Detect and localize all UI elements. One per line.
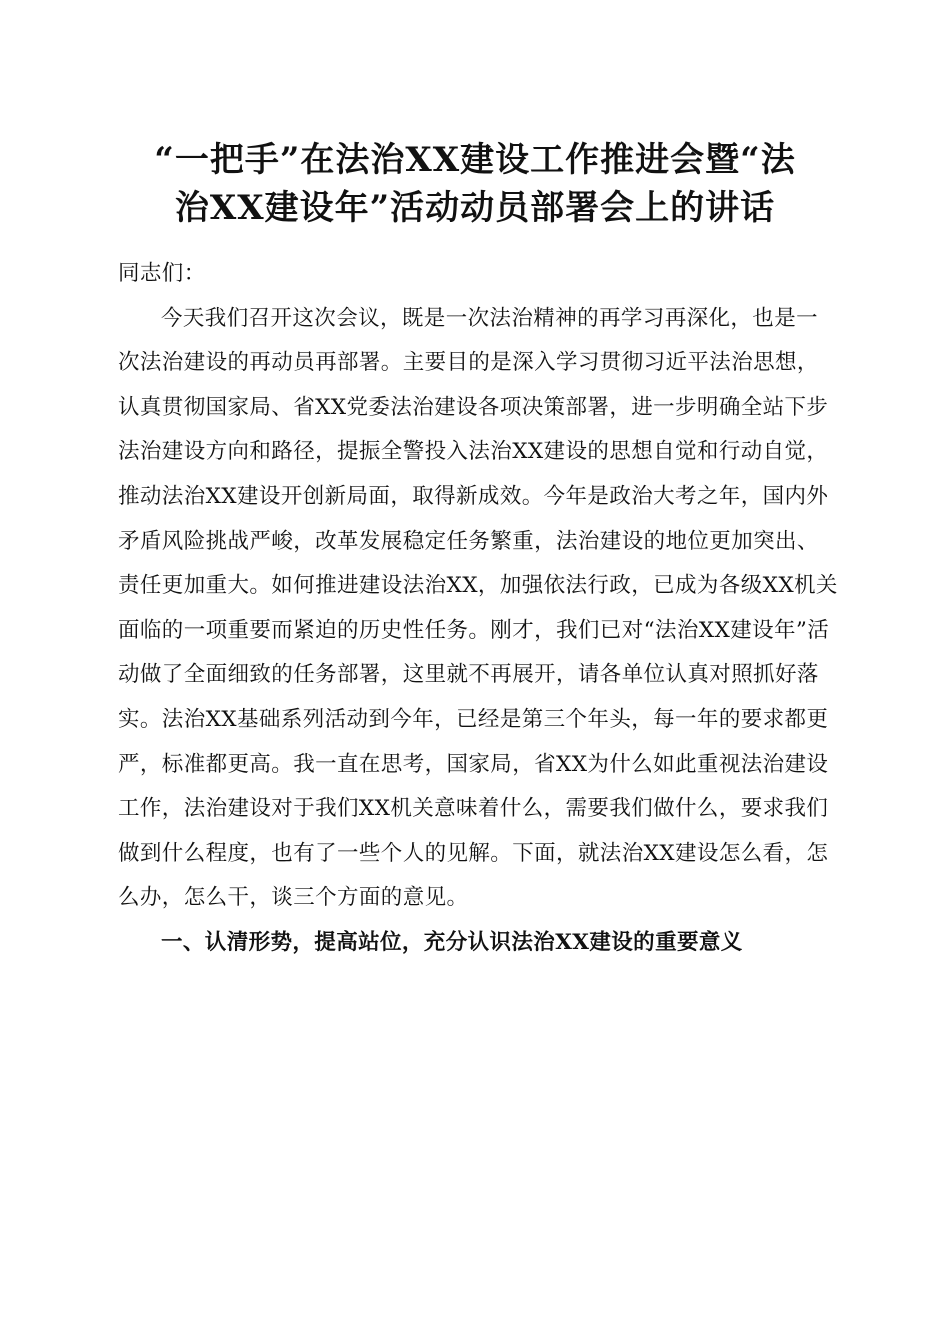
- title-line-1: “一把手”在法治XX建设工作推进会暨“法: [154, 140, 796, 180]
- document-title: [115, 136, 835, 232]
- paragraph-1: 今天我们召开这次会议，既是一次法治精神的再学习再深化，也是一次法治建设的再动员再部署。主要目的是深入学习贯彻习近平法治思想，认真贯彻国家局、省XX党委法治建设各项决策部署，进一步明确全站下步法治建设方向和路径，提振全警投入法治XX建设的思想自觉和行动自觉，推动法治XX建设开创新局面，取得新成效。今年是政治大考之年，国内外矛盾风险挑战严峻，改革发展稳定任务繁重，法治建设的地位更加突出、责任更加重大。如何推进建设法治XX，加强依法行政，已成为各级XX机关面临的一项重要而紧迫的历史性任务。刚才，我们已对“法治XX建设年”活动做了全面细致的任务部署，这里就不再展开，请各单位认真对照抓好落实。法治XX基础系列活动到今年，已经是第三个年头，每一年的要求都更严，标准都更高。我一直在思考，国家局，省XX为什么如此重视法治建设工作，法治建设对于我们XX机关意味着什么，需要我们做什么，要求我们做到什么程度，也有了一些个人的见解。下面，就法治XX建设怎么看，怎么办，怎么干，谈三个方面的意见。: [118, 305, 838, 911]
- section-heading-1: 一、认清形势，提高站位，充分认识法治XX建设的重要意义: [161, 929, 743, 955]
- salutation: 同志们：: [118, 261, 206, 286]
- document-body: [118, 252, 838, 966]
- title-line-2: 治XX建设年”活动动员部署会上的讲话: [174, 188, 776, 228]
